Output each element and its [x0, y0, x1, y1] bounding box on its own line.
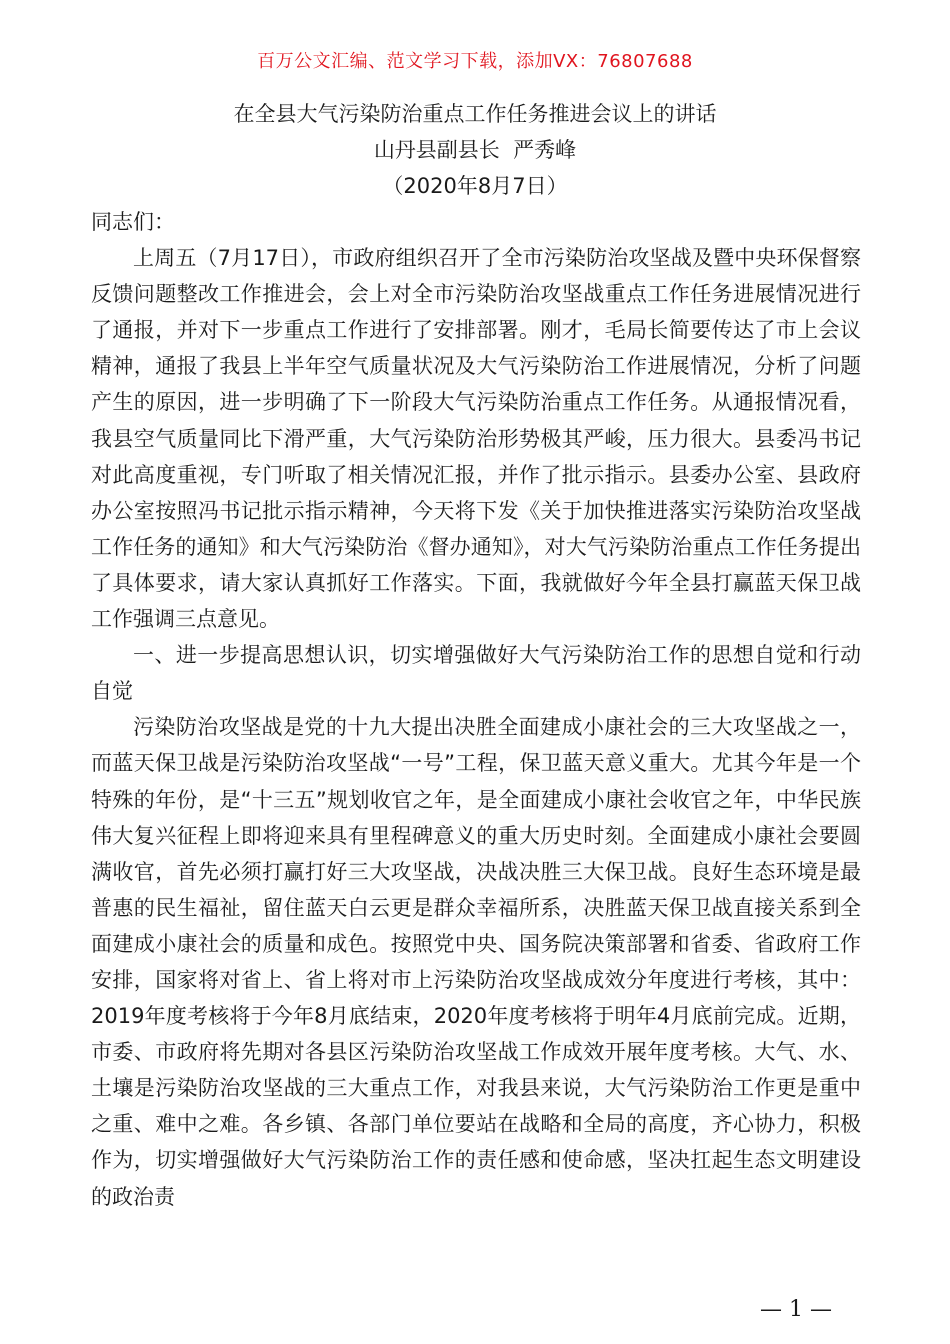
speaker-line: 山丹县副县长 严秀峰 — [373, 138, 577, 162]
document-body — [91, 204, 861, 1215]
paragraph-section-1: 污染防治攻坚战是党的十九大提出决胜全面建成小康社会的三大攻坚战之一，而蓝天保卫战是污染防治攻坚战“一号”工程，保卫蓝天意义重大。尤其今年是一个特殊的年份，是“十三五”规划收官之年，是全面建成小康社会收官之年，中华民族伟大复兴征程上即将迎来具有里程碑意义的重大历史时刻。全面建成小康社会要圆满收官，首先必须打赢打好三大攻坚战，决战决胜三大保卫战。良好生态环境是最普惠的民生福祉，留住蓝天白云更是群众幸福所系，决胜蓝天保卫战直接关系到全面建成小康社会的质量和成色。按照党中央、国务院决策部署和省委、省政府工作安排，国家将对省上、省上将对市上污染防治攻坚战成效分年度进行考核，其中：2019年度考核将于今年8月底结束，2020年度考核将于明年4月底前完成。近期，市委、市政府将先期对各县区污染防治攻坚战工作成效开展年度考核。大气、水、土壤是污染防治攻坚战的三大重点工作，对我县来说，大气污染防治工作更是重中之重、难中之难。各乡镇、各部门单位要站在战略和全局的高度，齐心协力，积极作为，切实增强做好大气污染防治工作的责任感和使命感，坚决扛起生态文明建设的政治责 — [91, 715, 861, 1209]
salutation: 同志们： — [91, 210, 175, 234]
title-block — [0, 96, 950, 204]
page-number: — 1 — — [760, 1297, 832, 1322]
speech-title: 在全县大气污染防治重点工作任务推进会议上的讲话 — [233, 102, 717, 126]
date-line: （2020年8月7日） — [382, 174, 568, 198]
section-heading-1: 一、进一步提高思想认识，切实增强做好大气污染防治工作的思想自觉和行动自觉 — [91, 643, 861, 704]
paragraph-intro: 上周五（7月17日），市政府组织召开了全市污染防治攻坚战及暨中央环保督察反馈问题整改工作推进会，会上对全市污染防治攻坚战重点工作任务进展情况进行了通报，并对下一步重点工作进行了安排部署。刚才，毛局长简要传达了市上会议精神，通报了我县上半年空气质量状况及大气污染防治工作进展情况，分析了问题产生的原因，进一步明确了下一阶段大气污染防治重点工作任务。从通报情况看，我县空气质量同比下滑严重，大气污染防治形势极其严峻，压力很大。县委冯书记对此高度重视，专门听取了相关情况汇报，并作了批示指示。县委办公室、县政府办公室按照冯书记批示指示精神，今天将下发《关于加快推进落实污染防治攻坚战工作任务的通知》和大气污染防治《督办通知》，对大气污染防治重点工作任务提出了具体要求，请大家认真抓好工作落实。下面，我就做好今年全县打赢蓝天保卫战工作强调三点意见。 — [91, 246, 861, 632]
promo-banner: 百万公文汇编、范文学习下载，添加VX：76807688 — [257, 51, 693, 72]
